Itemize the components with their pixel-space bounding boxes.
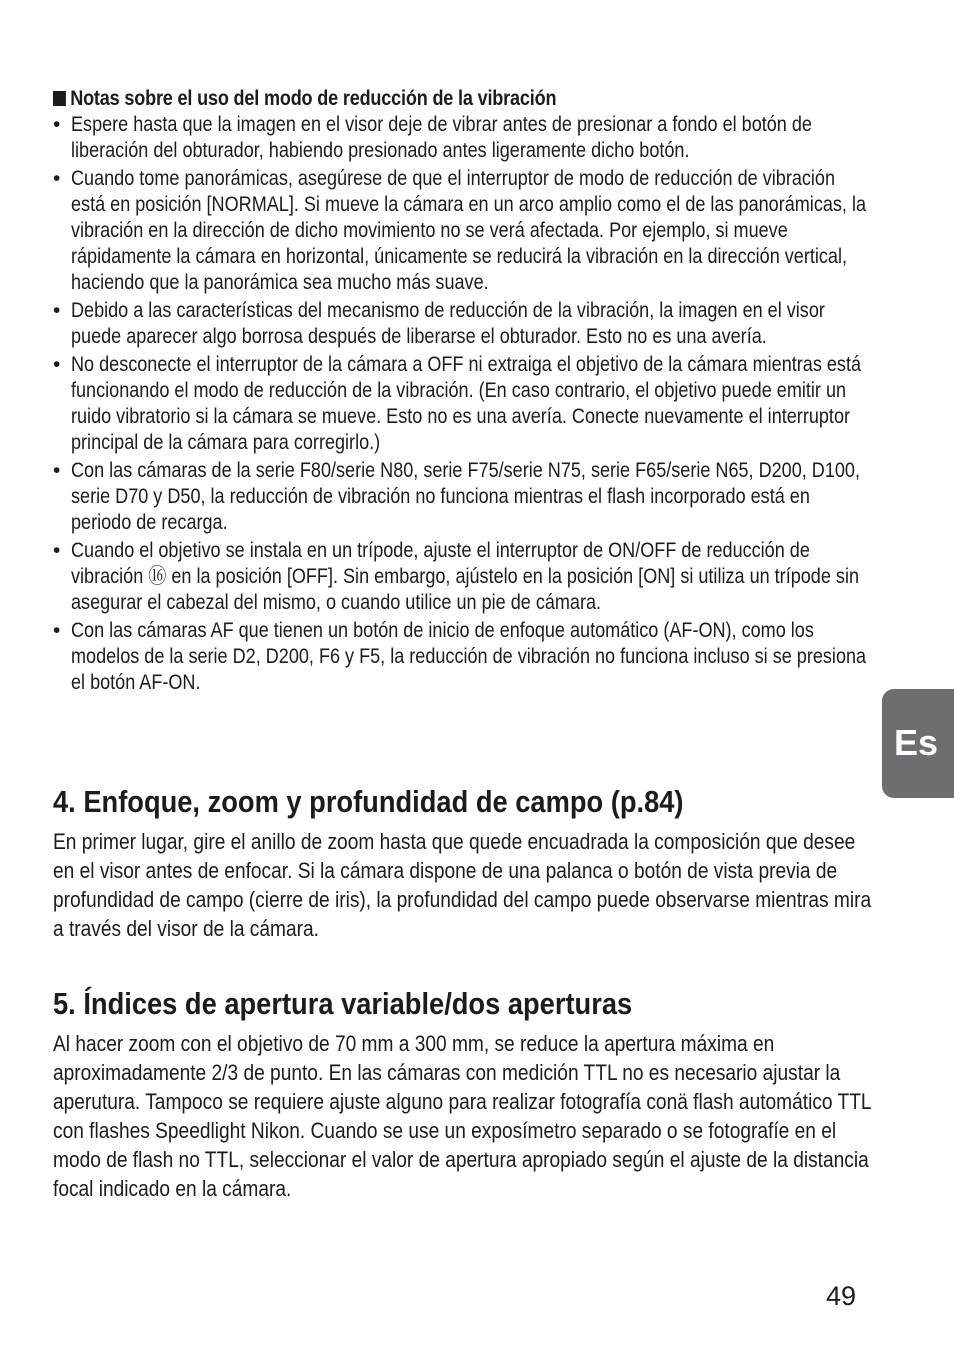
list-item xyxy=(53,166,868,296)
language-tab xyxy=(882,689,954,798)
list-item xyxy=(53,352,868,456)
list-item-text: Espere hasta que la imagen en el visor deje de vibrar antes de presionar a fondo el botón de liberación del obturador, habiendo presionado antes ligeramente dicho botón. xyxy=(71,113,812,162)
bullet-icon: • xyxy=(53,353,61,376)
notes-section xyxy=(53,86,868,698)
list-item-text: Debido a las características del mecanismo de reducción de la vibración, la imagen en el visor puede aparecer algo borrosa después de liberarse el obturador. Esto no es una avería. xyxy=(71,299,825,348)
list-item xyxy=(53,618,868,696)
list-item-text: No desconecte el interruptor de la cámara a OFF ni extraiga el objetivo de la cámara mientras está funcionando el modo de reducción de la vibración. (En caso contrario, el objetivo puede emitir un ruido vibratorio si la cámara se mueve. Esto no es una avería. Conecte nuevamente el interruptor principal de la cámara para corregirlo.) xyxy=(71,353,862,454)
section-5-heading: 5. Índices de apertura variable/dos aperturas xyxy=(53,986,633,1021)
page-number: 49 xyxy=(826,1281,857,1311)
list-item-text: Cuando el objetivo se instala en un trípode, ajuste el interruptor de ON/OFF de reducción de vibración ⑯ en la posición [OFF]. Sin embargo, ajústelo en la posición [ON] si utiliza un trípode sin asegurar el cabezal del mismo, o cuando utilice un pie de cámara. xyxy=(71,539,860,614)
bullet-icon: • xyxy=(53,299,61,322)
section-focus-zoom xyxy=(53,783,872,943)
list-item-text: Cuando tome panorámicas, asegúrese de que el interruptor de modo de reducción de vibración está en posición [NORMAL]. Si mueve la cámara en un arco amplio como el de las panorámicas, la vibración en la dirección de dicho movimiento no se verá afectada. Por ejemplo, si mueve rápidamente la cámara en horizontal, únicamente se reducirá la vibración en la dirección vertical, haciendo que la panorámica sea mucho más suave. xyxy=(71,167,867,294)
square-bullet-icon xyxy=(53,91,66,106)
language-tab-label: Es xyxy=(894,722,939,763)
list-item-text: Con las cámaras de la serie F80/serie N80, serie F75/serie N75, serie F65/serie N65, D200, D100, serie D70 y D50, la reducción de vibración no funciona mientras el flash incorporado está en periodo de recarga. xyxy=(71,459,860,534)
list-item xyxy=(53,458,868,536)
section-5-body: Al hacer zoom con el objetivo de 70 mm a 300 mm, se reduce la apertura máxima en aproximadamente 2/3 de punto. En las cámaras con medición TTL no es necesario ajustar la aperutura. Tampoco se requiere ajuste alguno para realizar fotografía conä flash automático TTL con flashes Speedlight Nikon. Cuando se use un exposímetro separado o se fotografíe en el modo de flash no TTL, seleccionar el valor de apertura apropiado según el ajuste de la distancia focal indicado en la cámara. xyxy=(53,1031,871,1201)
list-item xyxy=(53,298,868,350)
bullet-icon: • xyxy=(53,167,61,190)
bullet-icon: • xyxy=(53,459,61,482)
list-item xyxy=(53,112,868,164)
notes-title-text: Notas sobre el uso del modo de reducción de la vibración xyxy=(70,87,557,110)
section-aperture xyxy=(53,985,871,1203)
bullet-icon: • xyxy=(53,113,61,136)
notes-list xyxy=(53,112,868,696)
bullet-icon: • xyxy=(53,619,61,642)
list-item-text: Con las cámaras AF que tienen un botón de inicio de enfoque automático (AF-ON), como los modelos de la serie D2, D200, F6 y F5, la reducción de vibración no funciona incluso si se presiona el botón AF-ON. xyxy=(71,619,867,694)
bullet-icon: • xyxy=(53,539,61,562)
list-item xyxy=(53,538,868,616)
section-4-body: En primer lugar, gire el anillo de zoom hasta que quede encuadrada la composición que desee en el visor antes de enfocar. Si la cámara dispone de una palanca o botón de vista previa de profundidad de campo (cierre de iris), la profundidad del campo puede observarse mientras mira a través del visor de la cámara. xyxy=(53,829,872,941)
notes-heading xyxy=(53,86,754,112)
section-4-heading: 4. Enfoque, zoom y profundidad de campo (p.84) xyxy=(53,784,684,819)
